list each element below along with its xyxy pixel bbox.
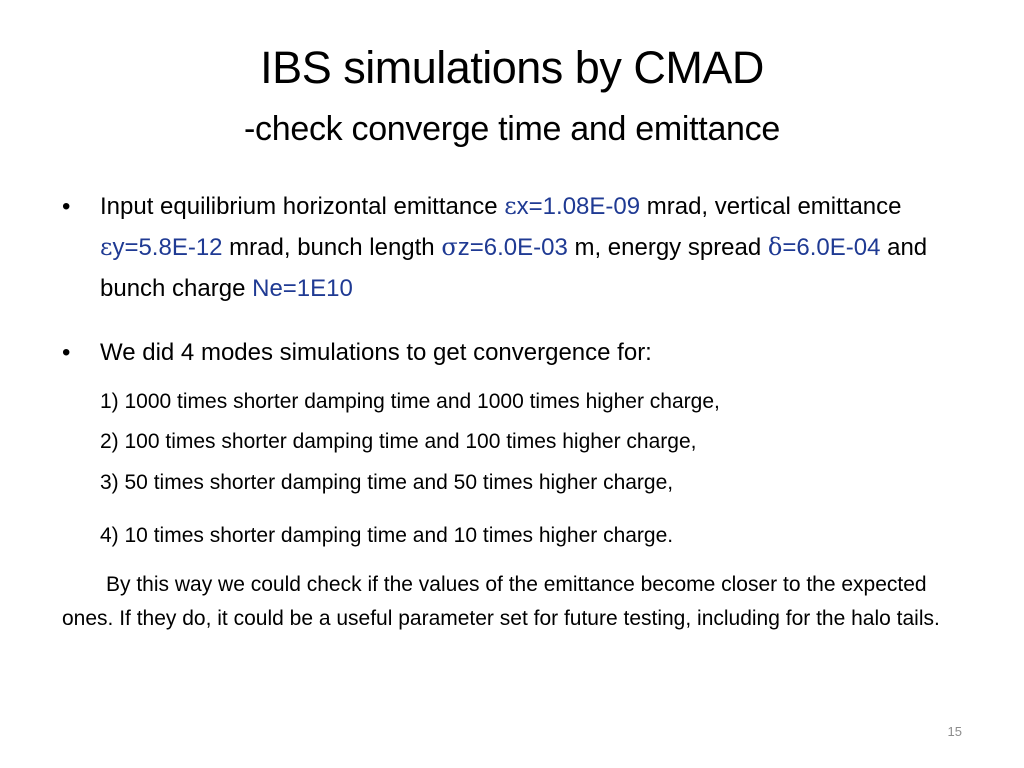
text-segment: mrad, vertical emittance: [640, 193, 902, 220]
mode-item-3: 3) 50 times shorter damping time and 50 times higher charge,: [100, 471, 674, 494]
bullet-dot-icon: •: [62, 339, 71, 366]
text-segment: and bunch charge: [100, 234, 928, 302]
epsilon-symbol: ε: [504, 192, 517, 220]
horizontal-emittance-value: [504, 193, 640, 220]
bullet-dot-icon: •: [62, 193, 71, 220]
epsilon-symbol: ε: [100, 233, 113, 261]
sigma-symbol: σ: [441, 233, 458, 261]
energy-spread-value: [768, 234, 881, 261]
mode-item-2: 2) 100 times shorter damping time and 100 times higher charge,: [100, 430, 697, 453]
ey-value: y=5.8E-12: [112, 234, 223, 261]
bullet-text: [100, 186, 982, 309]
vertical-emittance-value: [100, 234, 223, 261]
bullet-input-parameters: [62, 186, 982, 309]
bullet-text: We did 4 modes simulations to get convergence for:: [100, 339, 652, 366]
mode-item-4: 4) 10 times shorter damping time and 10 times higher charge.: [100, 524, 674, 547]
paragraph-text: By this way we could check if the values of the emittance become closer to the expected ones. If they do, it could be a useful parameter set for future testing, including for the halo tails.: [62, 573, 940, 630]
slide-subtitle: -check converge time and emittance: [244, 110, 780, 148]
sz-value: z=6.0E-03: [457, 234, 568, 261]
delta-value: =6.0E-04: [782, 234, 881, 261]
delta-symbol: δ: [767, 233, 783, 261]
text-segment: Input equilibrium horizontal emittance: [100, 193, 505, 220]
page-number: 15: [947, 724, 962, 739]
ex-value: x=1.08E-09: [516, 193, 641, 220]
text-segment: mrad, bunch length: [222, 234, 442, 261]
conclusion-paragraph: [62, 568, 962, 636]
slide-title: IBS simulations by CMAD: [260, 42, 764, 93]
bullet-modes-intro: [62, 332, 982, 373]
text-segment: m, energy spread: [567, 234, 768, 261]
mode-item-1: 1) 1000 times shorter damping time and 1000 times higher charge,: [100, 390, 720, 413]
bunch-charge-value: Ne=1E10: [252, 275, 353, 302]
bunch-length-value: [441, 234, 567, 261]
